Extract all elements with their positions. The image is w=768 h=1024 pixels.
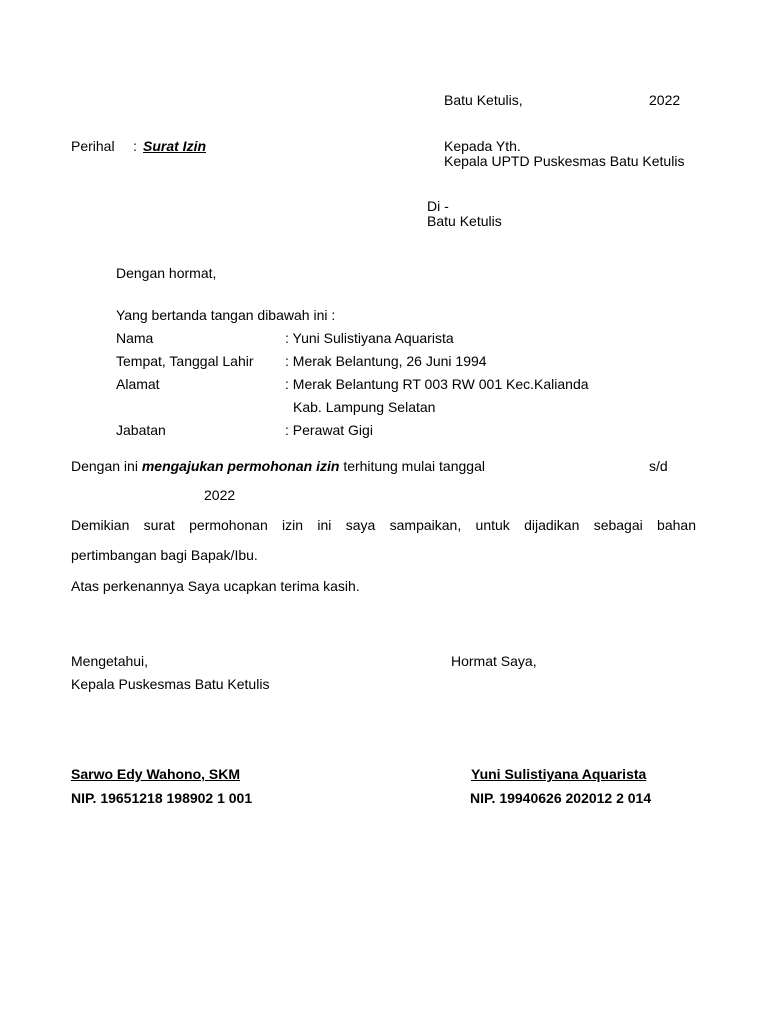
request-sd: s/d [649, 458, 668, 474]
field-label-nama: Nama [116, 330, 154, 346]
right-signature-title: Hormat Saya, [451, 653, 537, 669]
field-label-alamat: Alamat [116, 376, 160, 392]
perihal-label: Perihal [71, 138, 115, 154]
letter-place: Batu Ketulis, [444, 92, 523, 108]
field-value-alamat-cont: Kab. Lampung Selatan [293, 399, 436, 415]
recipient-place: Batu Ketulis [427, 213, 502, 229]
left-signatory-name: Sarwo Edy Wahono, SKM [71, 766, 241, 782]
left-signature-title-2: Kepala Puskesmas Batu Ketulis [71, 676, 270, 692]
field-value-nama: : Yuni Sulistiyana Aquarista [285, 330, 454, 346]
thanks-line: Atas perkenannya Saya ucapkan terima kasih. [71, 578, 360, 594]
perihal-separator: : [133, 138, 137, 154]
request-prefix: Dengan ini [71, 458, 138, 474]
letter-year: 2022 [649, 92, 681, 108]
left-signatory-nip: NIP. 19651218 198902 1 001 [71, 790, 253, 806]
right-signatory-nip: NIP. 19940626 202012 2 014 [470, 790, 652, 806]
right-signatory-name: Yuni Sulistiyana Aquarista [471, 766, 647, 782]
field-value-ttl: : Merak Belantung, 26 Juni 1994 [285, 353, 487, 369]
request-suffix: terhitung mulai tanggal [343, 458, 485, 474]
left-signature-title-1: Mengetahui, [71, 653, 149, 669]
recipient-line-2: Kepala UPTD Puskesmas Batu Ketulis [444, 153, 685, 169]
request-line [71, 458, 485, 474]
field-label-ttl: Tempat, Tanggal Lahir [116, 353, 254, 369]
recipient-di: Di - [427, 198, 449, 214]
closing-line-1: Demikian surat permohonan izin ini saya sampaikan, untuk dijadikan sebagai bahan [71, 517, 696, 533]
request-emphasis: mengajukan permohonan izin [141, 458, 340, 474]
field-value-jabatan: : Perawat Gigi [285, 422, 373, 438]
field-label-jabatan: Jabatan [116, 422, 166, 438]
greeting: Dengan hormat, [116, 265, 217, 281]
recipient-line-1: Kepada Yth. [444, 138, 521, 154]
perihal-value: Surat Izin [143, 138, 207, 154]
request-year: 2022 [204, 487, 236, 503]
field-value-alamat: : Merak Belantung RT 003 RW 001 Kec.Kalianda [285, 376, 589, 392]
intro-line: Yang bertanda tangan dibawah ini : [116, 307, 336, 323]
closing-line-2: pertimbangan bagi Bapak/Ibu. [71, 547, 258, 563]
